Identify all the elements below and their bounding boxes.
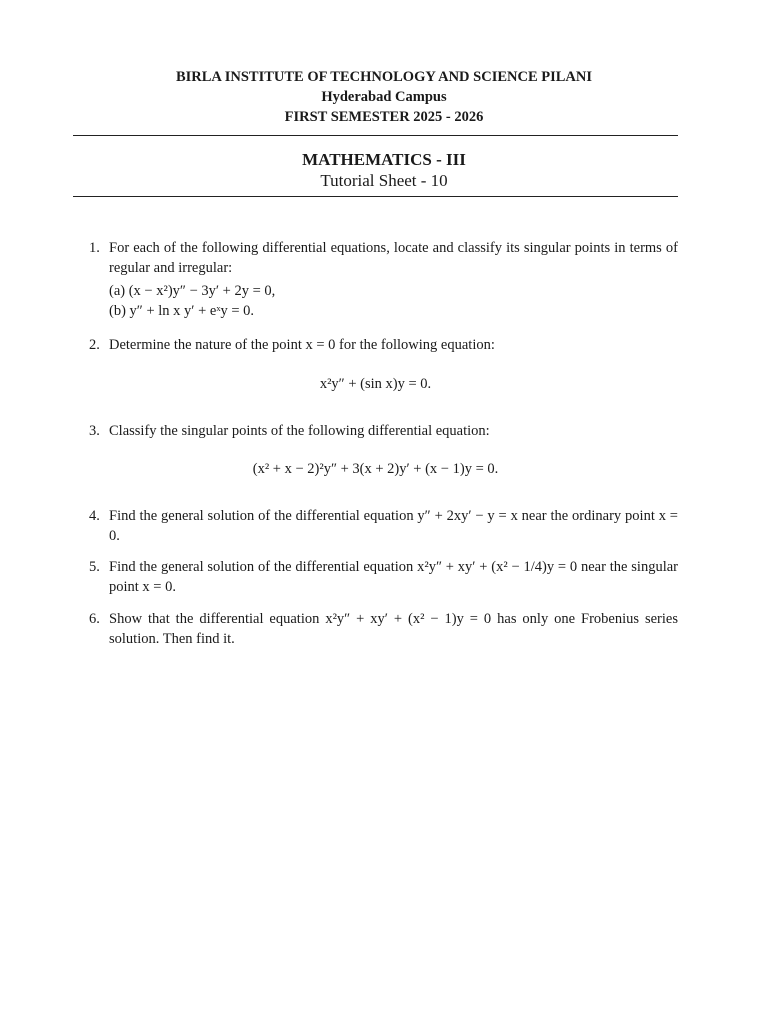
header-divider-top — [73, 135, 678, 136]
semester-label: FIRST SEMESTER 2025 - 2026 — [284, 109, 484, 125]
question-number: 1. — [89, 240, 100, 256]
header-divider-bottom — [73, 196, 678, 197]
question-6 — [89, 609, 678, 649]
question-text: Show that the differential equation x²y″ + xy′ + (x² − 1)y = 0 has only one Frobenius series solution. Then find it. — [109, 611, 678, 647]
institute-name: BIRLA INSTITUTE OF TECHNOLOGY AND SCIENCE PILANI — [175, 69, 593, 85]
sheet-title: Tutorial Sheet - 10 — [320, 171, 448, 190]
question-number: 2. — [89, 337, 100, 353]
display-equation-2: x²y″ + (sin x)y = 0. — [319, 376, 432, 392]
question-number: 4. — [89, 508, 100, 524]
question-part-b: (b) y″ + ln x y′ + eˣy = 0. — [109, 303, 255, 319]
question-text: For each of the following differential equations, locate and classify its singular points in terms of regular and irregular: — [109, 240, 678, 276]
question-text: Classify the singular points of the following differential equation: — [109, 423, 490, 439]
question-text: Determine the nature of the point x = 0 for the following equation: — [109, 337, 495, 353]
question-text: Find the general solution of the differential equation y″ + 2xy′ − y = x near the ordinary point x = 0. — [109, 508, 678, 544]
course-title: MATHEMATICS - III — [302, 150, 466, 169]
display-equation-3: (x² + x − 2)²y″ + 3(x + 2)y′ + (x − 1)y = 0. — [252, 461, 499, 477]
question-number: 6. — [89, 611, 100, 627]
question-5 — [89, 557, 678, 597]
document-header — [0, 67, 768, 127]
question-number: 5. — [89, 559, 100, 575]
question-4 — [89, 506, 678, 546]
question-3 — [89, 421, 678, 441]
question-text: Find the general solution of the differential equation x²y″ + xy′ + (x² − 1/4)y = 0 near the singular point x = 0. — [109, 559, 678, 595]
campus-name: Hyderabad Campus — [321, 89, 447, 105]
question-1 — [89, 238, 678, 321]
question-part-a: (a) (x − x²)y″ − 3y′ + 2y = 0, — [109, 283, 276, 299]
course-title-block — [0, 149, 768, 191]
question-number: 3. — [89, 423, 100, 439]
question-2 — [89, 335, 678, 355]
